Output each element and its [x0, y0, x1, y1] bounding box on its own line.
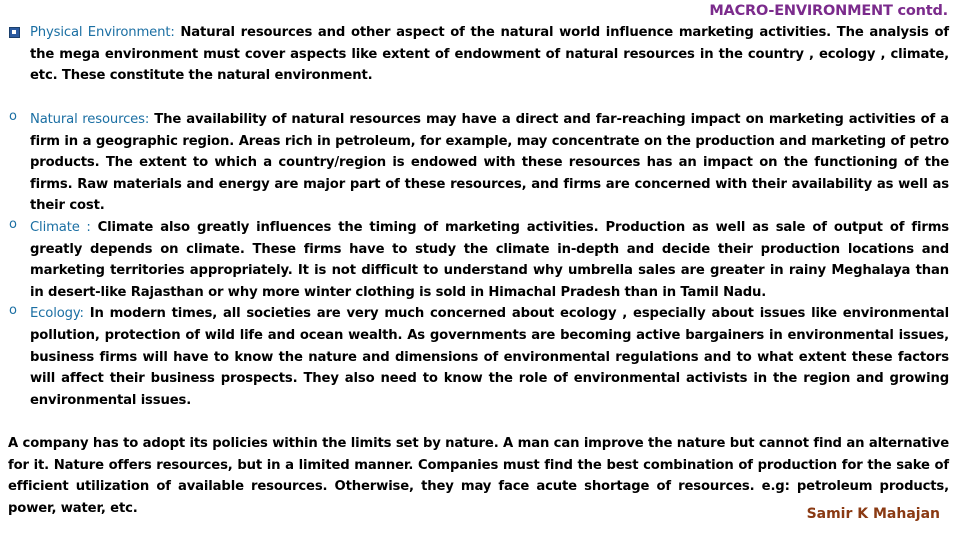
slide-title: MACRO-ENVIRONMENT contd.	[709, 3, 948, 19]
item-text: Climate also greatly influences the timing of marketing activities. Production as well as sale of output of firms greatly depends on climate. These firms have to study the climate in-depth and decide their production locations and marketing territories appropriately. It is not difficult to understand why umbrella sales are greater in rainy Meghalaya than in desert-like Rajasthan or why more winter clothing is sold in Himachal Pradesh than in Tamil Nadu.	[30, 219, 949, 300]
factors-list	[8, 109, 949, 411]
circle-bullet-icon: o	[9, 109, 17, 124]
item-text: In modern times, all societies are very much concerned about ecology , especially about issues like environmental pollution, protection of wild life and ocean wealth. As governments are becoming active bargainers in environmental issues, business firms will have to know the nature and dimensions of environmental regulations and to what extent these factors will affect their business prospects. They also need to know the role of environmental activists in the region and growing environmental issues.	[30, 306, 949, 408]
physical-environment-section	[8, 22, 949, 87]
circle-bullet-icon: o	[9, 303, 17, 319]
closing-paragraph: A company has to adopt its policies within the limits set by nature. A man can improve the nature but cannot find an alternative for it. Nature offers resources, but in a limited manner. Companies must find the best combination of production for the sake of efficient utilization of available resources. Otherwise, they may face acute shortage of resources. e.g: petroleum products, power, water, etc.	[8, 436, 949, 516]
list-item-climate	[8, 217, 949, 303]
item-term: Climate :	[30, 219, 91, 235]
item-term: Natural resources:	[30, 112, 150, 127]
item-term: Ecology:	[30, 306, 84, 322]
author-signature: Samir K Mahajan	[806, 506, 940, 522]
item-text: The availability of natural resources may have a direct and far-reaching impact on marketing activities of a firm in a geographic region. Areas rich in petroleum, for example, may concentrate on the production and marketing of petro products. The extent to which a country/region is endowed with these resources has an impact on the functioning of the firms. Raw materials and energy are major part of these resources, and firms are concerned with their availability as well as their cost.	[30, 112, 949, 214]
intro-item	[8, 22, 949, 87]
list-item-ecology	[8, 303, 949, 411]
intro-text: Natural resources and other aspect of the natural world influence marketing activities. The analysis of the mega environment must cover aspects like extent of endowment of natural resources in the country , ecology , climate, etc. These constitute the natural environment.	[30, 25, 949, 84]
intro-term: Physical Environment:	[30, 25, 175, 40]
circle-bullet-icon: o	[9, 216, 17, 232]
square-bullet-icon	[9, 27, 20, 38]
intro-paragraph	[30, 22, 949, 87]
list-item-natural-resources	[8, 109, 949, 217]
